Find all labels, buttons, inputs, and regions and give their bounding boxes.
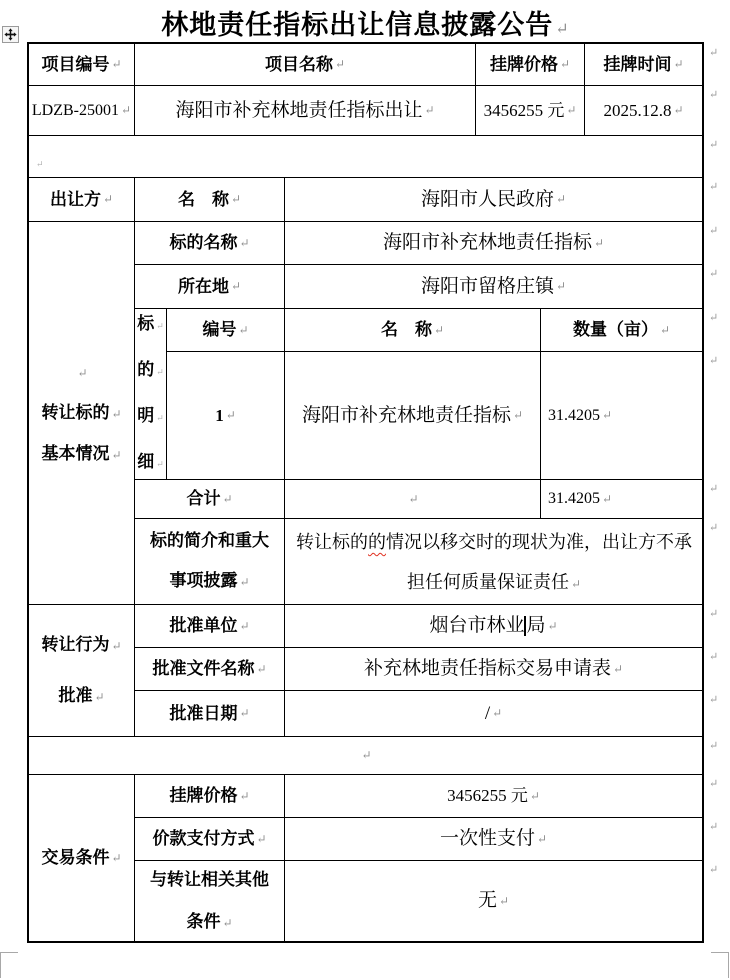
basic-situation-label-line1: 转让标的 ↵ bbox=[41, 402, 122, 422]
conditions-price-value: 3456255 元 bbox=[447, 786, 528, 806]
paragraph-mark: ↵ bbox=[77, 365, 88, 380]
detail-qty-cell[interactable] bbox=[541, 352, 702, 480]
paragraph-mark: ↵ bbox=[230, 279, 242, 293]
paragraph-mark: ↵ bbox=[555, 21, 569, 38]
listing-time-cell[interactable] bbox=[585, 86, 702, 136]
paragraph-mark: ↵ bbox=[612, 661, 624, 676]
end-of-row-mark: ↵ bbox=[709, 740, 719, 752]
paragraph-mark: ↵ bbox=[111, 638, 122, 653]
conditions-price-label-cell[interactable] bbox=[135, 775, 285, 818]
payment-method-value: 一次性支付 bbox=[439, 828, 535, 850]
paragraph-mark: ↵ bbox=[111, 850, 122, 865]
conditions-price-label: 挂牌价格 bbox=[169, 786, 238, 806]
paragraph-mark: ↵ bbox=[559, 57, 571, 71]
paragraph-mark: ↵ bbox=[121, 103, 132, 117]
paragraph-mark: ↵ bbox=[239, 575, 250, 589]
page-title-text: 林地责任指标出让信息披露公告 bbox=[161, 10, 554, 40]
paragraph-mark: ↵ bbox=[222, 915, 233, 930]
paragraph-mark: ↵ bbox=[536, 831, 548, 846]
approval-date-value: / bbox=[484, 702, 491, 724]
listing-time-header: 挂牌时间 bbox=[603, 54, 672, 74]
end-of-row-mark: ↵ bbox=[709, 355, 719, 367]
approval-doc-label-cell[interactable] bbox=[135, 648, 285, 691]
empty-row-cell-2[interactable] bbox=[29, 737, 702, 775]
paragraph-mark: ↵ bbox=[238, 322, 249, 337]
approval-unit-value-before: 烟台市林业 bbox=[429, 615, 525, 637]
payment-method-value-cell[interactable] bbox=[285, 818, 702, 861]
total-name-empty-cell[interactable] bbox=[285, 480, 541, 519]
total-qty-cell[interactable] bbox=[541, 480, 702, 519]
paragraph-mark: ↵ bbox=[433, 322, 445, 337]
paragraph-mark: ↵ bbox=[424, 103, 435, 117]
transferor-name-value: 海阳市人民政府 bbox=[420, 188, 554, 210]
brief-text-cell[interactable] bbox=[285, 519, 702, 605]
project-name-value: 海阳市补充林地责任指标出让 bbox=[175, 99, 423, 121]
brief-label-cell[interactable]: 标的简介和重大 事项披露 ↵ bbox=[135, 519, 285, 605]
conditions-price-value-cell[interactable] bbox=[285, 775, 702, 818]
transferor-name-value-cell[interactable] bbox=[285, 178, 702, 222]
detail-name-header: 名 称 bbox=[380, 320, 432, 340]
paragraph-mark: ↵ bbox=[593, 235, 605, 250]
end-of-row-mark: ↵ bbox=[709, 608, 719, 620]
paragraph-mark: ↵ bbox=[512, 408, 524, 422]
approval-date-value-cell[interactable] bbox=[285, 691, 702, 737]
paragraph-mark: ↵ bbox=[602, 408, 613, 422]
approval-date-label-cell[interactable] bbox=[135, 691, 285, 737]
end-of-row-mark: ↵ bbox=[709, 694, 719, 706]
approval-label-cell[interactable]: 转让行为 ↵ 批准 ↵ bbox=[29, 605, 135, 737]
basic-situation-label-line2: 基本情况 ↵ bbox=[41, 443, 122, 463]
total-label-cell[interactable] bbox=[135, 480, 285, 519]
paragraph-mark: ↵ bbox=[239, 788, 250, 803]
approval-date-label: 批准日期 bbox=[169, 703, 238, 723]
approval-doc-value-cell[interactable] bbox=[285, 648, 702, 691]
approval-unit-label: 批准单位 bbox=[169, 616, 238, 636]
paragraph-mark: ↵ bbox=[111, 406, 122, 421]
paragraph-mark: ↵ bbox=[659, 322, 671, 337]
listing-price-value: 3456255 元 bbox=[483, 100, 565, 120]
subject-name-label: 标的名称 bbox=[169, 233, 238, 253]
end-of-row-mark: ↵ bbox=[709, 268, 719, 280]
detail-name-cell[interactable] bbox=[285, 352, 541, 480]
approval-doc-value: 补充林地责任指标交易申请表 bbox=[363, 658, 611, 680]
detail-qty-header-cell[interactable] bbox=[541, 309, 702, 352]
location-value: 海阳市留格庄镇 bbox=[420, 275, 554, 297]
spellcheck-squiggle: 的 bbox=[368, 532, 386, 552]
disclosure-table bbox=[27, 42, 704, 943]
paragraph-mark: ↵ bbox=[602, 491, 613, 506]
end-of-row-mark: ↵ bbox=[709, 483, 719, 495]
project-no-value: LDZB-25001 bbox=[31, 101, 120, 119]
paragraph-mark: ↵ bbox=[222, 491, 233, 506]
location-value-cell[interactable] bbox=[285, 265, 702, 309]
end-of-row-mark: ↵ bbox=[709, 47, 719, 59]
paragraph-mark: ↵ bbox=[111, 447, 122, 462]
subject-name-label-cell[interactable] bbox=[135, 222, 285, 265]
paragraph-mark: ↵ bbox=[156, 367, 164, 377]
end-of-row-mark: ↵ bbox=[709, 225, 719, 237]
paragraph-mark: ↵ bbox=[94, 689, 105, 704]
text-boundary-corner-right bbox=[711, 952, 729, 978]
subject-name-value: 海阳市补充林地责任指标 bbox=[382, 232, 592, 254]
end-of-row-mark: ↵ bbox=[709, 312, 719, 324]
paragraph-mark: ↵ bbox=[256, 831, 267, 846]
paragraph-mark: ↵ bbox=[361, 748, 372, 762]
paragraph-mark: ↵ bbox=[225, 408, 236, 422]
subject-name-value-cell[interactable] bbox=[285, 222, 702, 265]
paragraph-mark: ↵ bbox=[555, 192, 567, 206]
page-title[interactable] bbox=[0, 3, 730, 42]
listing-price-header-cell[interactable] bbox=[476, 44, 585, 86]
paragraph-mark: ↵ bbox=[230, 192, 242, 206]
paragraph-mark: ↵ bbox=[36, 158, 44, 169]
detail-qty-header: 数量（亩） bbox=[572, 320, 658, 340]
paragraph-mark: ↵ bbox=[156, 459, 164, 469]
end-of-row-mark: ↵ bbox=[709, 89, 719, 101]
project-no-header-cell[interactable] bbox=[29, 44, 135, 86]
text-boundary-corner-left bbox=[0, 952, 18, 978]
project-name-cell[interactable] bbox=[135, 86, 476, 136]
detail-qty-value: 31.4205 bbox=[548, 406, 600, 424]
transferor-name-label-cell[interactable] bbox=[135, 178, 285, 222]
paragraph-mark: ↵ bbox=[239, 706, 250, 720]
paragraph-mark: ↵ bbox=[673, 57, 684, 71]
detail-no-value: 1 bbox=[215, 405, 224, 425]
paragraph-mark: ↵ bbox=[492, 706, 503, 720]
other-conditions-value: 无 bbox=[477, 890, 497, 912]
transferor-label: 出让方 bbox=[49, 189, 101, 209]
transferor-label-cell[interactable] bbox=[29, 178, 135, 222]
detail-no-cell[interactable] bbox=[167, 352, 285, 480]
brief-text: 转让标的的情况以移交时的现状为准，出让方不承担任何质量保证责任 ↵ bbox=[296, 532, 692, 592]
paragraph-mark: ↵ bbox=[102, 192, 114, 206]
empty-paragraph bbox=[75, 352, 87, 393]
detail-vertical-label-cell[interactable]: 标 ↵ 的 ↵ 明 ↵ 细 ↵ bbox=[135, 309, 167, 480]
end-of-row-mark: ↵ bbox=[709, 651, 719, 663]
transferor-name-label: 名 称 bbox=[177, 189, 229, 209]
conditions-label-cell[interactable] bbox=[29, 775, 135, 941]
detail-no-header-cell[interactable] bbox=[167, 309, 285, 352]
basic-situation-label-cell[interactable] bbox=[29, 222, 135, 605]
detail-name-header-cell[interactable] bbox=[285, 309, 541, 352]
project-name-header: 项目名称 bbox=[264, 54, 333, 74]
other-conditions-value-cell[interactable] bbox=[285, 861, 702, 941]
listing-time-value: 2025.12.8 bbox=[603, 100, 672, 120]
paragraph-mark: ↵ bbox=[673, 103, 684, 117]
empty-row-cell[interactable] bbox=[29, 136, 702, 178]
paragraph-mark: ↵ bbox=[570, 577, 582, 591]
listing-time-header-cell[interactable] bbox=[585, 44, 702, 86]
payment-method-label-cell[interactable] bbox=[135, 818, 285, 861]
project-no-header: 项目编号 bbox=[41, 54, 110, 74]
project-no-cell[interactable] bbox=[29, 86, 135, 136]
detail-no-header: 编号 bbox=[202, 320, 237, 340]
paragraph-mark: ↵ bbox=[408, 491, 419, 506]
end-of-row-mark: ↵ bbox=[709, 181, 719, 193]
total-label: 合计 bbox=[186, 489, 221, 509]
paragraph-mark: ↵ bbox=[111, 57, 122, 71]
approval-doc-label: 批准文件名称 bbox=[152, 659, 255, 679]
conditions-label: 交易条件 bbox=[41, 848, 110, 868]
approval-unit-value-after: 局 bbox=[526, 615, 546, 637]
paragraph-mark: ↵ bbox=[498, 893, 510, 908]
payment-method-label: 价款支付方式 bbox=[152, 829, 255, 849]
approval-unit-label-cell[interactable] bbox=[135, 605, 285, 648]
end-of-row-mark: ↵ bbox=[709, 522, 719, 534]
paragraph-mark: ↵ bbox=[334, 57, 346, 71]
other-conditions-label-cell[interactable]: 与转让相关其他 条件 ↵ bbox=[135, 861, 285, 941]
end-of-row-mark: ↵ bbox=[709, 864, 719, 876]
end-of-row-mark: ↵ bbox=[709, 778, 719, 790]
paragraph-mark: ↵ bbox=[239, 235, 250, 250]
paragraph-mark: ↵ bbox=[156, 413, 164, 423]
paragraph-mark: ↵ bbox=[547, 618, 558, 633]
approval-unit-value-cell[interactable] bbox=[285, 605, 702, 648]
project-name-header-cell[interactable] bbox=[135, 44, 476, 86]
end-of-row-mark: ↵ bbox=[709, 821, 719, 833]
listing-price-cell[interactable] bbox=[476, 86, 585, 136]
paragraph-mark: ↵ bbox=[529, 788, 540, 803]
paragraph-mark: ↵ bbox=[156, 321, 164, 331]
paragraph-mark: ↵ bbox=[256, 661, 267, 676]
location-label: 所在地 bbox=[177, 276, 229, 296]
detail-name-value: 海阳市补充林地责任指标 bbox=[301, 404, 511, 426]
end-of-row-mark: ↵ bbox=[709, 139, 719, 151]
total-qty-value: 31.4205 bbox=[548, 490, 600, 507]
paragraph-mark: ↵ bbox=[239, 618, 250, 633]
listing-price-header: 挂牌价格 bbox=[489, 54, 558, 74]
paragraph-mark: ↵ bbox=[566, 103, 577, 117]
paragraph-mark: ↵ bbox=[555, 279, 567, 293]
